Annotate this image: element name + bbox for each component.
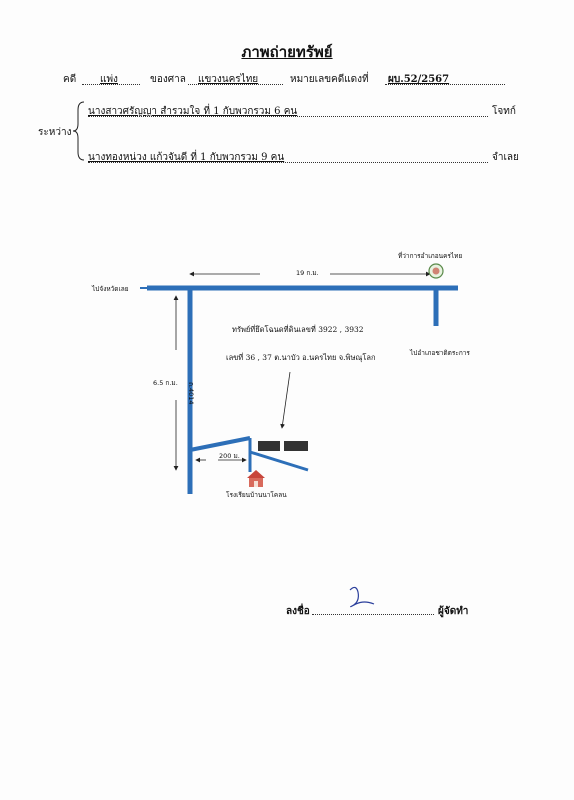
school-icon bbox=[247, 470, 265, 487]
diagonal-road bbox=[190, 438, 250, 450]
property-deed-label: ทรัพย์ที่ยึดโฉนดที่ดินเลขที่ 3922 , 3932 bbox=[232, 325, 364, 334]
case-number: ผบ.52/2567 bbox=[388, 74, 450, 85]
court-label: ของศาล bbox=[150, 74, 186, 85]
defendant-role: จำเลย bbox=[492, 152, 519, 163]
signature-mark bbox=[350, 587, 374, 606]
to-chattrakan-label: ไปอำเภอชาติตระการ bbox=[410, 349, 470, 357]
page-title: ภาพถ่ายทรัพย์ bbox=[241, 43, 333, 61]
distance-top-label: 19 ก.ม. bbox=[296, 269, 319, 277]
signature-line bbox=[312, 614, 434, 615]
case-type: แพ่ง bbox=[100, 74, 118, 85]
property-pointer-arrow bbox=[282, 372, 290, 428]
branch-distance-label: 200 ม. bbox=[219, 452, 240, 460]
school-label: โรงเรียนบ้านนาโคลน bbox=[226, 491, 287, 499]
property-address-label: เลขที่ 36 , 37 ต.นาบัว อ.นครไทย จ.พิษณุโลก bbox=[226, 353, 376, 362]
to-loei-label: ไปจังหวัดเลย bbox=[92, 285, 129, 293]
case-label: คดี bbox=[63, 74, 77, 85]
office-label: ที่ว่าการอำเภอนครไทย bbox=[398, 252, 463, 260]
between-label: ระหว่าง bbox=[38, 127, 72, 138]
case-number-label: หมายเลขคดีแดงที่ bbox=[290, 74, 369, 85]
access-road-2 bbox=[250, 452, 308, 470]
court-name: แขวงนครไทย bbox=[198, 74, 259, 85]
distance-side-label: 6.5 ก.ม. bbox=[153, 379, 178, 387]
road-number-label: ถ.4014 bbox=[187, 382, 195, 405]
plaintiff-name: นางสาวศรัญญา สำรวมใจ ที่ 1 กับพวกรวม 6 คน bbox=[88, 106, 298, 117]
signature-role: ผู้จัดทำ bbox=[438, 606, 469, 617]
signature-label: ลงชื่อ bbox=[286, 606, 310, 617]
property-building-1 bbox=[258, 441, 280, 451]
district-office-seal-icon bbox=[429, 264, 443, 278]
defendant-name: นางทองหน่วง แก้วจันดี ที่ 1 กับพวกรวม 9 คน bbox=[88, 152, 285, 163]
property-building-2 bbox=[284, 441, 308, 451]
plaintiff-role: โจทก์ bbox=[492, 106, 516, 117]
